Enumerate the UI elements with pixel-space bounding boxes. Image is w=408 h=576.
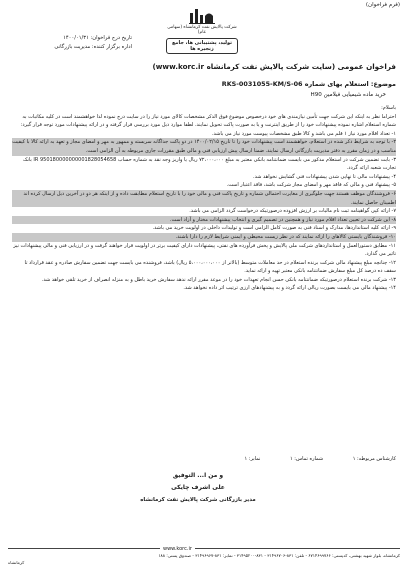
issuing-office: اداره برگزار کننده: مدیریت بازرگانی	[54, 44, 132, 50]
footer-address: کرمانشاه، بلوار شهید بهشتی، کدپستی: ۶۷۱۴۶۹۹۷۶۶ - تلفن: ۸۳۱-۳۱۴۹۶۷۰۶ - ۸۳۱-۳۱۴۹۵۲۰۰ - نمابر: ۸۳۱-۳۱۴۹۶۹۶۷ - صندوق پستی: ۱۸۸	[158, 553, 400, 558]
clause-5: ۵- پیشنهاد فنی و مالی که فاقد مهر و امضای مجاز شرکت باشد، فاقد اعتبار است.	[226, 182, 396, 189]
clause-11: ۱۱- مطابق دستورالعمل و استانداردهای شرکت ملی پالایش و پخش فرآورده های نفتی، پیشنهادات دارای کیفیت برتر در اولویت قرار خواهند گرفت و در ارزیابی فنی و مالی پیشنهادات نیز تاثیر می گذارد.	[13, 242, 396, 258]
clause-3: ۳- بابت تضمین شرکت در استعلام مذکور می بایست ضمانتنامه بانکی معتبر به مبلغ ۷۲،۰۰۰،۰۰۰ ریال یا واریز وجه نقد به شماره حساب IR 950180000000001828054658 بانک تجارت شعبه ارائه گردد.	[23, 156, 396, 172]
clause-12: ۱۲- چنانچه مبلغ پیشنهاد مالی شرکت برنده استعلام در حد معاملات متوسط (بالاتر از ۵،۰۰۰،۰۰۰،۰۰۰ ریال) باشد، فروشنده می بایست جهت تضمین سفارش صادره و عقد قرارداد تا سقف ده درصد کل مبلغ سفارش ضمانتنامه بانکی معتبر تهیه و ارائه نماید.	[24, 259, 396, 275]
clause-2: ۲- با توجه به شرایط ذکر شده در استعلام، خواهشمند است پیشنهادات خود را تا تاریخ ۱۴۰۰/۰۲/۱۵ در دو پاکت جداگانه سربسته و ممهور به مهر و امضای مجاز و تعهد به ارائه کالا با کیفیت مناسب و در زمان مقرر به دفتر مدیریت بازرگانی ارسال نمایند. ضمنا ارسال پیش ارزیابی فنی و مالی طبق مقررات جاری مربوطه به آن الزامی است.	[12, 139, 396, 154]
clause-8: ۸- این شرکت در تعیین تعداد اقلام مورد نیاز و همچنین در تصمیم گیری و انتخاب پیشنهادات مختار و آزاد است.	[12, 216, 396, 225]
clause-14: ۱۴- پیشنهاد مالی می بایست بصورت ریالی ارائه گردد و به پیشنهادهای ارزی ترتیب اثر داده نخواهد شد.	[183, 285, 396, 292]
item-name: خرید ماده شیمیایی فیلامین H90	[310, 92, 386, 98]
company-name: شرکت پالایش نفت کرمانشاه (سهامی عام)	[167, 25, 237, 35]
page-title: فراخوان عمومی (سایت شرکت پالایش نفت کرمانشاه www.korc.ir)	[152, 62, 396, 71]
clause-13: ۱۳- شرکت برنده استعلام درصورتیکه ضمانتنامه بانکی حسن انجام تعهدات خود را در موعد مقرر ارائه ندهد سفارش خرید باطل و به منزله انصراف از خرید تلقی خواهد شد.	[41, 276, 396, 283]
signature-block	[118, 470, 278, 506]
clause-7: ۷- ارائه کپی گواهینامه ثبت نام ماليات بر ارزش افزوده درصورتیکه درخواست گردد الزامی می باشد.	[189, 208, 396, 215]
contacts-row	[12, 456, 396, 462]
form-tag: (فرم فراخوان)	[365, 2, 400, 8]
intro-paragraph: احتراما نظر به اینکه این شرکت جهت تأمین نیازمندی های خود درخصوص موضوع فوق الذکر مشخصات کالای مورد نیاز را در سایت درج نموده لذا خواهشمند است در کلیه مکاتبات به شماره استعلام اشاره نموده پیشنهادات خود را از طریق اینترنت و یا به صورت پاکت تحویل نمایند. لطفا موارد ذیل مورد بررسی قرار گرفته و در ارائه پیشنهادات مورد توجه قرار گیرد:	[20, 113, 396, 129]
clause-6: ۶- فروشندگان موظف هستند جهت جلوگیری از مغایرت احتمالی شماره و تاریخ پاکت فنی و مالی خود را با تاریخ استعلام مطابقت داده و از اینکه هر دو در آخرین ذیل ارسال کرده اند اطمینان حاصل نمایند.	[12, 190, 396, 207]
footer-divider	[8, 548, 400, 549]
footer-city: کرمانشاه	[8, 560, 25, 565]
contact-expert: کارشناس مربوطه: ۱	[352, 456, 396, 462]
closing-greeting: و من ا... التوفیق	[172, 472, 224, 479]
salutation: باسلام:	[381, 105, 396, 111]
company-logo-block	[166, 8, 238, 54]
posting-date: تاریخ درج فراخوان: ۱۴۰۰/۰۱/۳۱	[63, 35, 132, 41]
company-product-line: تولید، پشتیبانی ها، جامع زنجیره ها	[166, 38, 238, 54]
clause-4: ۴- پیشنهادات مالی تا نهایی شدن پیشنهادات فنی گشایش نخواهد شد.	[253, 173, 396, 180]
signatory-name: علی اشرف چایکی	[171, 484, 225, 491]
refinery-logo-icon	[189, 8, 215, 24]
letter-body	[12, 104, 396, 293]
clause-10: ۱۰- فروشندگان بایستی کالاهای را ارائه نمایند که در نظر زیست محیطی و ایمنی شرایط لازم را دارا باشند.	[12, 233, 396, 242]
signatory-position: مدیر بازرگانی شرکت پالایش نفت کرمانشاه	[140, 497, 256, 503]
subject-line: موضوع: استعلام بهای شماره RKS-0031055-KM/S-06	[221, 80, 396, 88]
contact-fax: نمابر: ۱	[244, 456, 261, 462]
contact-phone: شماره تماس: ۱	[290, 456, 324, 462]
footer-website: www.korc.ir	[160, 546, 195, 552]
clause-9: ۹- ارائه کلیه استانداردها، مدارک و اسناد فنی به صورت کامل الزامی است و تولیدات داخلی در اولویت خرید می باشد.	[152, 225, 396, 232]
letter-meta	[12, 34, 132, 52]
clause-1: ۱- تعداد اقلام مورد نیاز ۱ قلم می باشد و کالا طبق مشخصات پیوست مورد نیاز می باشد.	[211, 130, 396, 137]
